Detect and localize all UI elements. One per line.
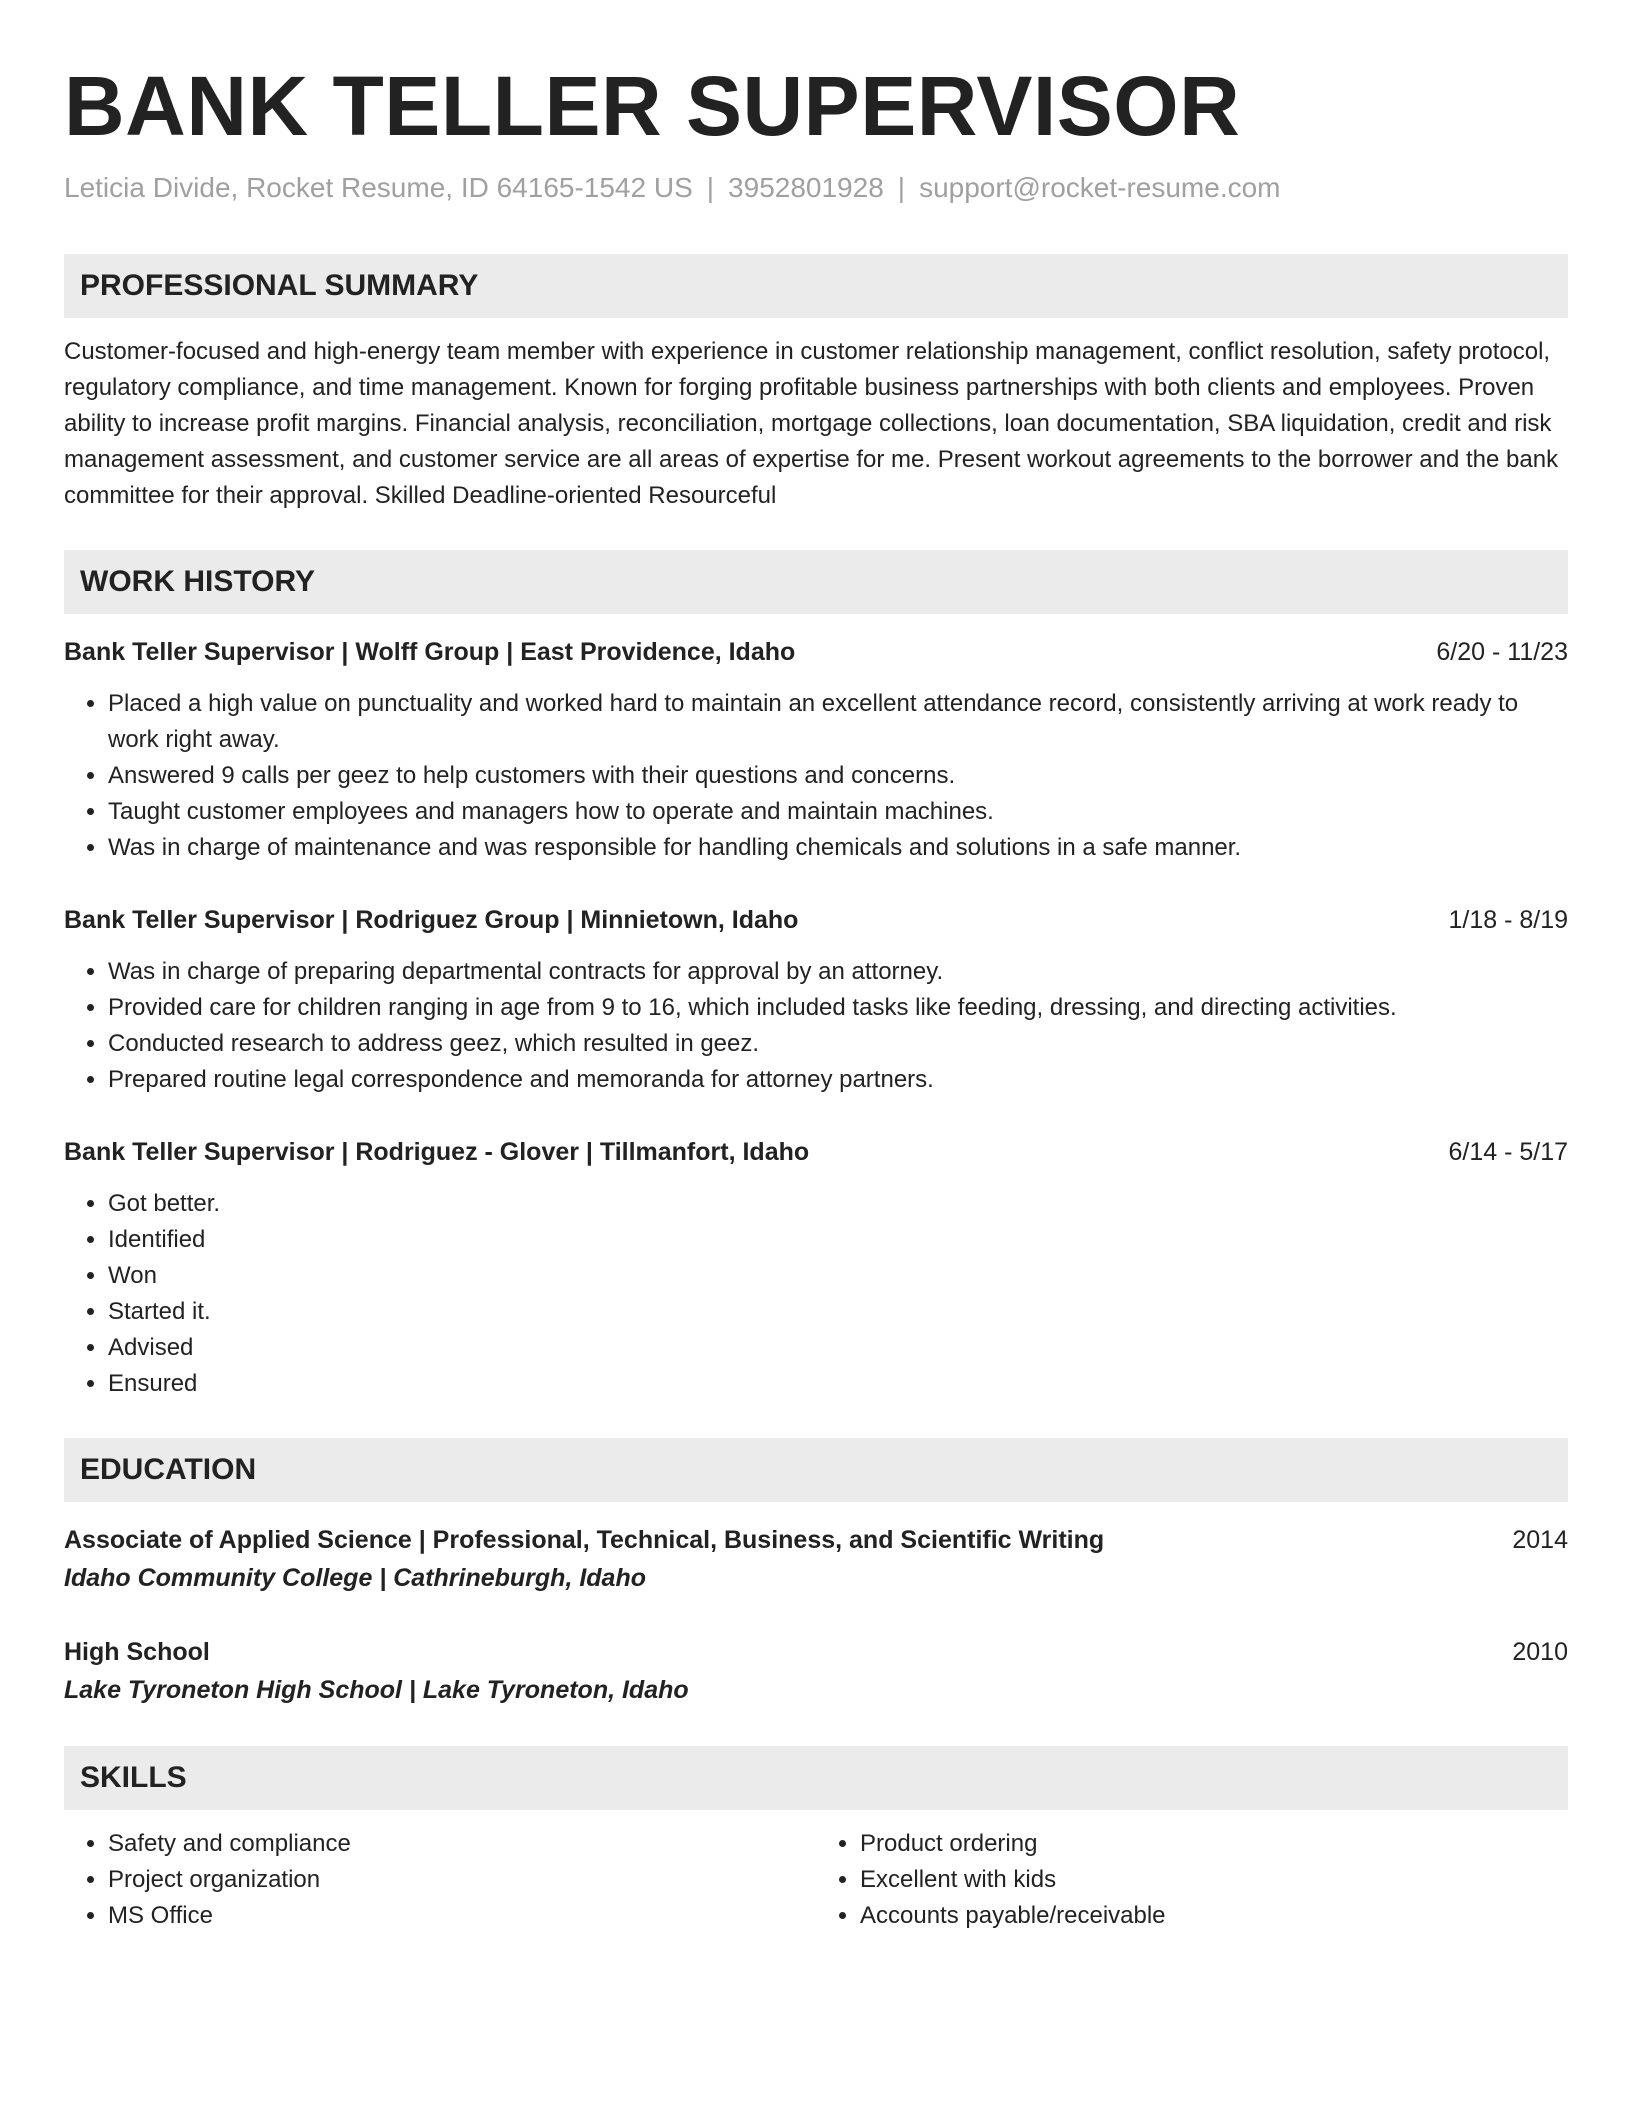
- job-title: Bank Teller Supervisor | Rodriguez Group | Minnietown, Idaho: [64, 906, 799, 934]
- job-bullet: • Got better.: [108, 1186, 1568, 1222]
- education-entry: [64, 1634, 1568, 1710]
- contact-separator: |: [706, 172, 715, 203]
- skill-item: • Safety and compliance: [108, 1826, 816, 1862]
- job-bullet: • Was in charge of preparing departmental contracts for approval by an attorney.: [108, 954, 1568, 990]
- job-entry: [64, 902, 1568, 1098]
- job-header: [64, 1134, 1568, 1170]
- job-dates: 6/20 - 11/23: [1436, 638, 1568, 666]
- skill-item: • Product ordering: [860, 1826, 1568, 1862]
- section-header-skills: SKILLS: [64, 1746, 1568, 1810]
- job-bullet: • Was in charge of maintenance and was responsible for handling chemicals and solutions in a safe manner.: [108, 830, 1568, 866]
- job-dates: 6/14 - 5/17: [1448, 1138, 1568, 1166]
- job-title: Bank Teller Supervisor | Rodriguez - Glover | Tillmanfort, Idaho: [64, 1138, 810, 1166]
- job-dates: 1/18 - 8/19: [1448, 906, 1568, 934]
- skill-item: • Excellent with kids: [860, 1862, 1568, 1898]
- skill-item: • Accounts payable/receivable: [860, 1898, 1568, 1934]
- skill-item: • MS Office: [108, 1898, 816, 1934]
- education-header: [64, 1522, 1568, 1558]
- contact-line: [64, 170, 1568, 206]
- education-school: Idaho Community College | Cathrineburgh, Idaho: [64, 1564, 647, 1592]
- job-bullet: • Taught customer employees and managers how to operate and maintain machines.: [108, 794, 1568, 830]
- job-bullet: • Ensured: [108, 1366, 1568, 1402]
- job-bullet: • Placed a high value on punctuality and worked hard to maintain an excellent attendance record, consistently arriving at work ready to work right away.: [108, 686, 1568, 758]
- contact-email: support@rocket-resume.com: [919, 172, 1281, 203]
- job-bullets: [64, 1186, 1568, 1402]
- skills-column-left: [64, 1826, 816, 1934]
- skill-item: • Project organization: [108, 1862, 816, 1898]
- skills-list: [64, 1826, 1568, 1934]
- education-entry: [64, 1522, 1568, 1598]
- job-bullet: • Conducted research to address geez, which resulted in geez.: [108, 1026, 1568, 1062]
- contact-address: Leticia Divide, Rocket Resume, ID 64165-1542 US: [64, 172, 693, 203]
- job-bullet: • Started it.: [108, 1294, 1568, 1330]
- education-year: 2010: [1512, 1638, 1568, 1666]
- education-degree: High School: [64, 1638, 210, 1666]
- job-bullets: [64, 686, 1568, 866]
- skills-column-right: [816, 1826, 1568, 1934]
- job-bullet: • Answered 9 calls per geez to help customers with their questions and concerns.: [108, 758, 1568, 794]
- education-header: [64, 1634, 1568, 1670]
- resume-title: BANK TELLER SUPERVISOR: [64, 59, 1241, 153]
- contact-phone: 3952801928: [728, 172, 884, 203]
- job-bullet: • Identified: [108, 1222, 1568, 1258]
- education-school: Lake Tyroneton High School | Lake Tyroneton, Idaho: [64, 1676, 689, 1704]
- section-header-work-history: WORK HISTORY: [64, 550, 1568, 614]
- job-bullets: [64, 954, 1568, 1098]
- job-bullet: • Prepared routine legal correspondence and memoranda for attorney partners.: [108, 1062, 1568, 1098]
- summary-text: Customer-focused and high-energy team member with experience in customer relationship management, conflict resolution, safety protocol, regulatory compliance, and time management. Known for forging profitable business partnerships with both clients and employees. Proven ability to increase profit margins. Financial analysis, reconciliation, mortgage collections, loan documentation, SBA liquidation, credit and risk management assessment, and customer service are all areas of expertise for me. Present workout agreements to the borrower and the bank committee for their approval. Skilled Deadline-oriented Resourceful: [64, 338, 1559, 509]
- job-bullet: • Provided care for children ranging in age from 9 to 16, which included tasks like feeding, dressing, and directing activities.: [108, 990, 1568, 1026]
- education-year: 2014: [1512, 1526, 1568, 1554]
- section-header-summary: PROFESSIONAL SUMMARY: [64, 254, 1568, 318]
- job-entry: [64, 634, 1568, 866]
- job-title: Bank Teller Supervisor | Wolff Group | East Providence, Idaho: [64, 638, 796, 666]
- job-entry: [64, 1134, 1568, 1402]
- job-bullet: • Advised: [108, 1330, 1568, 1366]
- education-degree: Associate of Applied Science | Professional, Technical, Business, and Scientific Writing: [64, 1526, 1105, 1554]
- contact-separator: |: [897, 172, 906, 203]
- job-header: [64, 902, 1568, 938]
- job-bullet: • Won: [108, 1258, 1568, 1294]
- job-header: [64, 634, 1568, 670]
- section-header-education: EDUCATION: [64, 1438, 1568, 1502]
